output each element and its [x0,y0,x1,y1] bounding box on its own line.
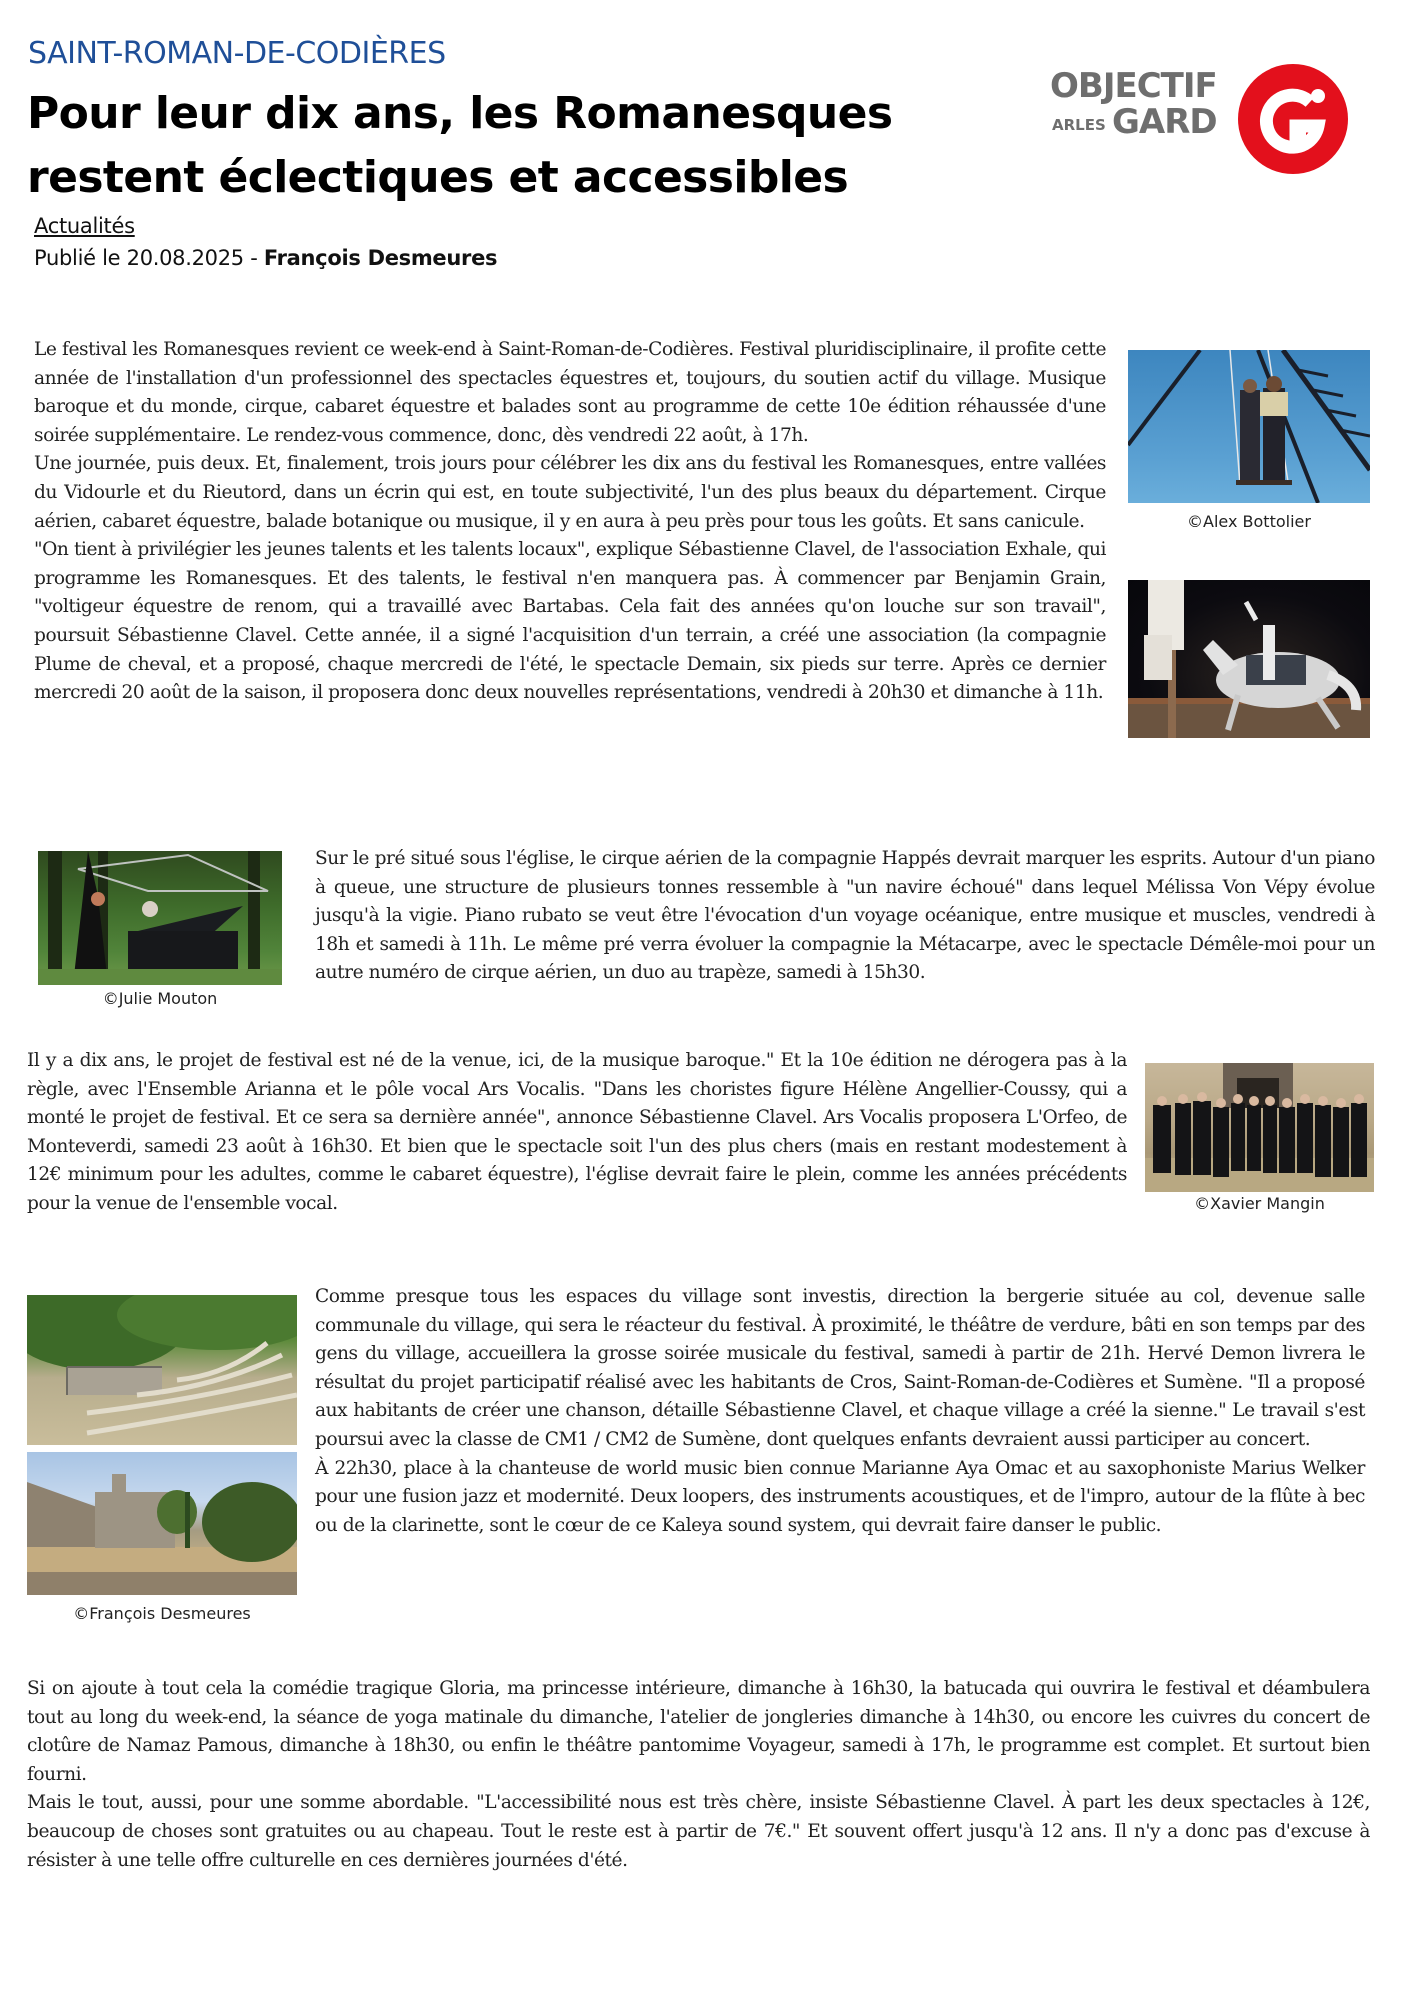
section-soiree [315,1283,1365,1540]
piano-aerial-photo [38,851,282,985]
paragraph: Une journée, puis deux. Et, finalement, trois jours pour célébrer les dix ans du festival les Romanesques, entre vallées du Vidourle et du Rieutord, dans un écrin qui est, en toute subjectivité, l'un des plus beaux du département. Cirque aérien, cabaret équestre, balade botanique ou musique, il y en aura à peu près pour tous les goûts. Et sans canicule. [34,453,1106,532]
section-cirque [315,845,1375,988]
paragraph: Sur le pré situé sous l'église, le cirque aérien de la compagnie Happés devrait marquer les esprits. Autour d'un piano à queue, une structure de plusieurs tonnes ressemble à "un navire échoué" dans lequel Mélissa Von Vépy évolue jusqu'à la vigie. Piano rubato se veut être l'évocation d'un voyage océanique, entre musique et muscles, vendredi à 18h et samedi à 11h. Le même pré verra évoluer la compagnie la Métacarpe, avec le spectacle Démêle-moi pour un autre numéro de cirque aérien, un duo au trapèze, samedi à 15h30. [315,848,1375,984]
section-intro [34,336,1106,708]
paragraph: Le festival les Romanesques revient ce week-end à Saint-Roman-de-Codières. Festival pluridisciplinaire, il profite cette année de l'installation d'un professionnel des spectacles équestres et, toujours, du soutien actif du village. Musique baroque et du monde, cirque, cabaret équestre et balades sont au programme de cette 10e édition réhaussée d'une soirée supplémentaire. Le rendez-vous commence, donc, dès vendredi 22 août, à 17h. [34,339,1106,446]
photo-caption: ©François Desmeures [73,1604,251,1623]
objectif-gard-logo[interactable] [1050,62,1350,178]
paragraph: Si on ajoute à tout cela la comédie tragique Gloria, ma princesse intérieure, dimanche à 16h30, la batucada qui ouvrira le festival et déambulera tout au long du week-end, la séance de yoga matinale du dimanche, l'atelier de jongleries dimanche à 14h30, ou encore les cuivres du concert de clotûre de Namaz Pamous, dimanche à 18h30, ou enfin le théâtre pantomime Voyageur, samedi à 17h, le programme est complet. Et surtout bien fourni. [27,1678,1370,1785]
paragraph: Mais le tout, aussi, pour une somme abordable. "L'accessibilité nous est très chère, insiste Sébastienne Clavel. À part les deux spectacles à 12€, beaucoup de choses sont gratuites ou au chapeau. Tout le reste est à partir de 7€." Et souvent offert jusqu'à 12 ans. Il n'y a donc pas d'excuse à résister à une telle offre culturelle en ces dernières journées d'été. [27,1792,1370,1871]
publish-date: Publié le 20.08.2025 - [34,246,264,270]
byline [34,246,497,270]
choir-photo [1145,1063,1374,1192]
amphitheatre-photo [27,1295,297,1445]
photo-caption: ©Julie Mouton [102,989,218,1008]
category-link[interactable]: Actualités [34,214,135,238]
paragraph: Comme presque tous les espaces du village sont investis, direction la bergerie située au col, devenue salle communale du village, qui sera le réacteur du festival. À proximité, le théâtre de verdure, bâti en son temps par des gens du village, accueillera la grosse soirée musicale du festival, samedi à partir de 21h. Hervé Demon livrera le résultat du projet participatif réalisé avec les habitants de Cros, Saint-Roman-de-Codières et Sumène. "Il a proposé aux habitants de créer une chanson, détaille Sébastienne Clavel, et chaque village a créé la sienne." Le travail s'est poursui avec la classe de CM1 / CM2 de Sumène, dont quelques enfants devraient aussi participer au concert. [315,1286,1365,1450]
section-programme [27,1675,1370,1875]
logo-word-gard: GARD [1112,102,1217,142]
logo-word-objectif: OBJECTIF [1050,66,1217,106]
photo-caption: ©Xavier Mangin [1194,1194,1325,1213]
photo-caption: ©Alex Bottolier [1187,512,1311,531]
section-baroque [27,1047,1127,1219]
trapeze-duo-photo [1128,350,1370,503]
location-kicker: SAINT-ROMAN-DE-CODIÈRES [28,36,446,71]
article-title: Pour leur dix ans, les Romanesques restent éclectiques et accessibles [27,88,893,203]
paragraph: Il y a dix ans, le projet de festival est né de la venue, ici, de la musique baroque." Et la 10e édition ne dérogera pas à la règle, avec l'Ensemble Arianna et le pôle vocal Ars Vocalis. "Dans les choristes figure Hélène Angellier-Coussy, qui a monté le projet de festival. Et ce sera sa dernière année", annonce Sébastienne Clavel. Ars Vocalis proposera L'Orfeo, de Monteverdi, samedi 23 août à 16h30. Et bien que le spectacle soit l'un des plus chers (mais en restant modestement à 12€ minimum pour les adultes, comme le cabaret équestre), l'église devrait faire le plein, comme les années précédents pour la venue de l'ensemble vocal. [27,1050,1127,1214]
logo-word-arles: ARLES [1052,116,1106,134]
logo-g-mark-icon [1238,64,1348,174]
paragraph: À 22h30, place à la chanteuse de world music bien connue Marianne Aya Omac et au saxophoniste Marius Welker pour une fusion jazz et modernité. Deux loopers, des instruments acoustiques, et de l'impro, autour de la flûte à bec ou de la clarinette, sont le cœur de ce Kaleya sound system, qui devrait faire danser le public. [315,1457,1365,1536]
paragraph: "On tient à privilégier les jeunes talents et les talents locaux", explique Sébastienne Clavel, de l'association Exhale, qui programme les Romanesques. Et des talents, le festival n'en manquera pas. À commencer par Benjamin Grain, "voltigeur équestre de renom, qui a travaillé avec Bartabas. Cela fait des années qu'on louche sur son travail", poursuit Sébastienne Clavel. Cette année, il a signé l'acquisition d'un terrain, a créé une association (la compagnie Plume de cheval, et a proposé, chaque mercredi de l'été, le spectacle Demain, six pieds sur terre. Après ce dernier mercredi 20 août de la saison, il proposera donc deux nouvelles représentations, vendredi à 20h30 et dimanche à 11h. [34,539,1106,704]
chapel-photo [27,1452,297,1595]
equestrian-voltige-photo [1128,580,1370,738]
author-name: François Desmeures [263,246,498,270]
